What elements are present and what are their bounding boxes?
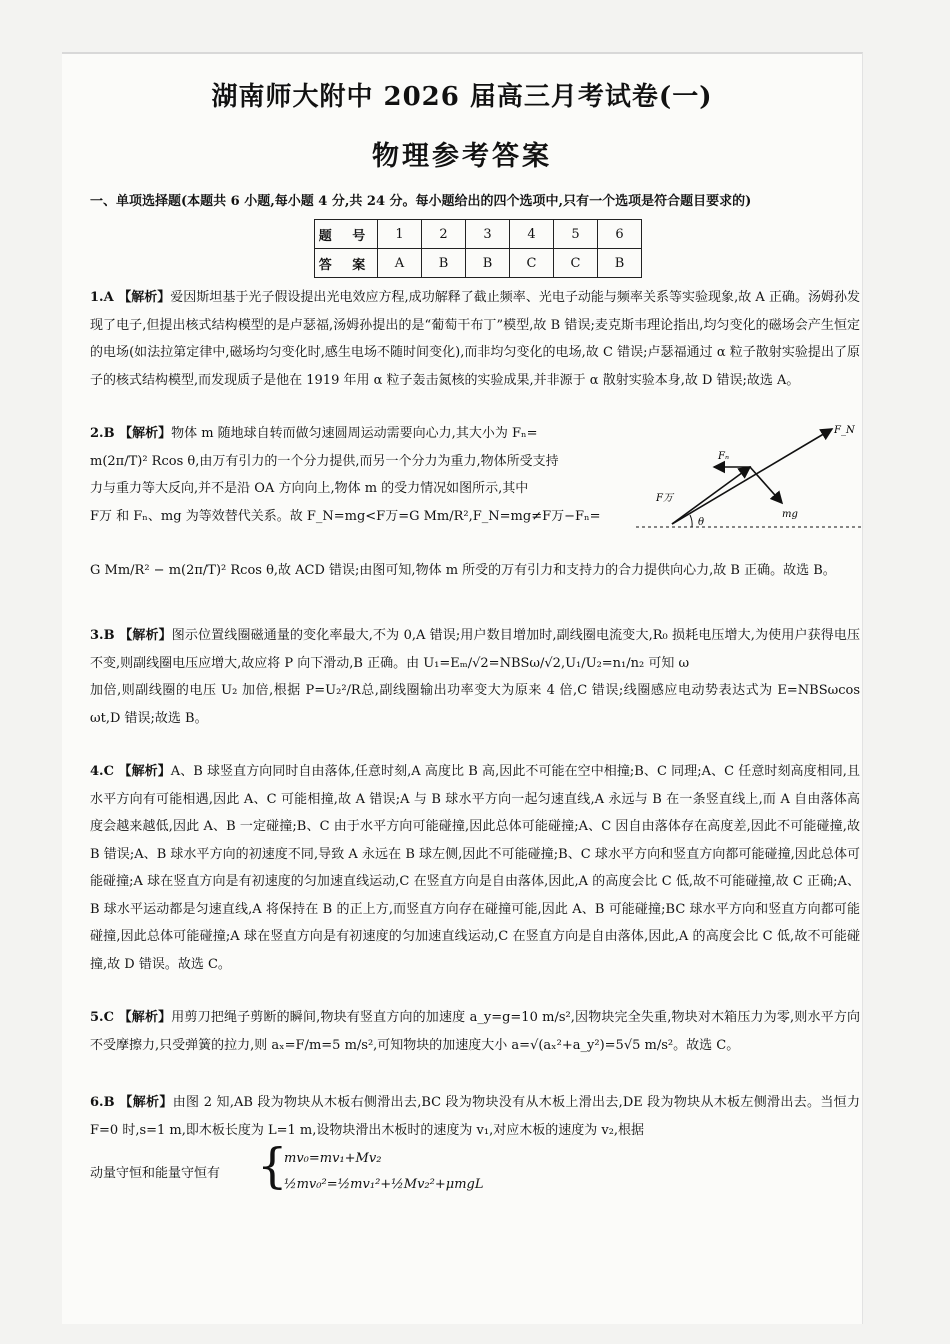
label-fgravity: F万 (656, 493, 673, 504)
question-2 (90, 420, 630, 530)
page-subtitle: 物理参考答案 (372, 141, 552, 172)
question-text: A、B 球竖直方向同时自由落体,任意时刻,A 高度比 B 高,因此不可能在空中相撞;B、C 同理;A、C 任意时刻高度相同,且水平方向有可能相遇,因此 A、C 可能相撞,故 A 错误;A 与 B 球水平方向一起匀速直线,A 永远与 B 在一条竖直线上,而 A 自由落体高度会越来越低,因此 A、B 一定碰撞;B、C 由于水平方向可能碰撞,因此总体可能碰撞;A、C 因自由落体存在高度差,因此不可能碰撞,故 B 错误;A、B 球水平方向的初速度不同,导致 A 永远在 B 球左侧,因此不可能碰撞;B、C 球水平方向和竖直方向都可能碰撞,因此总体可能碰撞;A 球在竖直方向是有初速度的匀加速直线运动,C 在竖直方向是自由落体,因此,A 的高度会比 C 低,故不可能碰撞,故 C 正确;A、B 球水平运动都是匀速直线,A 将保持在 B 的正上方,而竖直方向存在碰撞可能,因此 A、B 可能碰撞;BC 球水平方向和竖直方向都可能碰撞,因此总体可能碰撞;A 球在竖直方向是有初速度的匀加速直线运动,C 在竖直方向是自由落体,因此,A 的高度会比 C 低,故不可能碰撞,故 D 错误。故选 C。 (90, 764, 860, 972)
table-cell: 4 (510, 220, 554, 249)
question-label: 1.A 【解析】 (90, 290, 171, 305)
label-fn: F_N (834, 425, 855, 436)
answer-sheet-page (62, 52, 863, 1324)
question-text: 爱因斯坦基于光子假设提出光电效应方程,成功解释了截止频率、光电子动能与频率关系等实验现象,故 A 正确。汤姆孙发现了电子,但提出核式结构模型的是卢瑟福,汤姆孙提出的是“葡萄干布丁”模型,故 B 错误;麦克斯韦理论指出,均匀变化的磁场会产生恒定的电场(如法拉第定律中,磁场均匀变化时,感生电场不随时间变化),而非均匀变化的电场,故 C 错误;卢瑟福通过 α 粒子散射实验提出了原子的核式结构模型,而发现质子是他在 1919 年用 α 粒子轰击氮核的实验成果,并非源于 α 散射实验本身,故 D 错误;故选 A。 (90, 290, 860, 388)
answer-table (314, 219, 642, 278)
table-cell: 3 (466, 220, 510, 249)
equation-energy: ½mv₀²=½mv₁²+½Mv₂²+μmgL (284, 1177, 484, 1192)
table-cell: B (598, 249, 642, 278)
question-6-lead (90, 1160, 270, 1188)
question-1 (90, 284, 860, 394)
question-6 (90, 1089, 860, 1144)
table-cell: C (510, 249, 554, 278)
table-header-cell: 答 案 (315, 249, 378, 278)
page-title: 湖南师大附中 2026 届高三月考试卷(一) (211, 82, 713, 112)
question-text: 用剪刀把绳子剪断的瞬间,物块有竖直方向的加速度 a_y=g=10 m/s²,因物块完全失重,物块对木箱压力为零,则水平方向不受摩擦力,只受弹簧的拉力,则 aₓ=F/m=5 m/s²,可知物块的加速度大小 a=√(aₓ²+a_y²)=5√5 m/s²。故选 C。 (90, 1010, 860, 1053)
table-cell: 1 (378, 220, 422, 249)
table-cell: 2 (422, 220, 466, 249)
question-text: m(2π/T)² Rcos θ,由万有引力的一个分力提供,而另一个分力为重力,物体所受支持 (90, 453, 559, 469)
section-heading: 一、单项选择题(本题共 6 小题,每小题 4 分,共 24 分。每小题给出的四个选项中,只有一个选项是符合题目要求的) (90, 194, 752, 209)
table-row (315, 249, 642, 278)
table-header-cell: 题 号 (315, 220, 378, 249)
question-label: 3.B 【解析】 (90, 628, 172, 643)
question-label: 5.C 【解析】 (90, 1010, 172, 1025)
question-label: 6.B 【解析】 (90, 1095, 173, 1110)
equation-momentum: mv₀=mv₁+Mv₂ (284, 1151, 382, 1166)
question-text: 加倍,则副线圈的电压 U₂ 加倍,根据 P=U₂²/R总,副线圈输出功率变大为原来 4 倍,C 错误;线圈感应电动势表达式为 E=NBSωcos ωt,D 错误;故选 B。 (90, 683, 860, 726)
question-4 (90, 758, 860, 978)
table-cell: B (422, 249, 466, 278)
question-text: 物体 m 随地球自转而做匀速圆周运动需要向心力,其大小为 Fₙ= (171, 426, 538, 441)
table-cell: 6 (598, 220, 642, 249)
question-text: 力与重力等大反向,并不是沿 OA 方向向上,物体 m 的受力情况如图所示,其中 (90, 481, 529, 496)
gravity-force-arrow (672, 467, 750, 524)
label-fcentripetal: Fₙ (718, 451, 729, 462)
normal-force-arrow (672, 429, 832, 524)
table-cell: C (554, 249, 598, 278)
question-text: 动量守恒和能量守恒有 (90, 1166, 221, 1181)
label-mg: mg (782, 509, 798, 520)
question-3 (90, 622, 860, 732)
label-theta: θ (698, 517, 705, 528)
question-label: 2.B 【解析】 (90, 426, 172, 441)
table-cell: 5 (554, 220, 598, 249)
question-text: F万 和 Fₙ、mg 为等效替代关系。故 F_N=mg<F万=G Mm/R²,F_N=mg≠F万−Fₙ= (90, 508, 601, 524)
equation-brace: { (257, 1138, 288, 1194)
mg-arrow (750, 467, 782, 503)
table-cell: A (378, 249, 422, 278)
question-text: 由图 2 知,AB 段为物块从木板右侧滑出去,BC 段为物块没有从木板上滑出去,DE 段为物块从木板左侧滑出去。当恒力 F=0 时,s=1 m,即木板长度为 L=1 m,设物块滑出木板时的速度为 v₁,对应木板的速度为 v₂,根据 (90, 1095, 860, 1138)
question-5 (90, 1004, 860, 1059)
table-row (315, 220, 642, 249)
question-2-continued (90, 557, 860, 585)
question-text: G Mm/R² − m(2π/T)² Rcos θ,故 ACD 错误;由图可知,物体 m 所受的万有引力和支持力的合力提供向心力,故 B 正确。故选 B。 (90, 563, 836, 578)
table-cell: B (466, 249, 510, 278)
equation-system (284, 1146, 483, 1198)
question-text: 图示位置线圈磁通量的变化率最大,不为 0,A 错误;用户数目增加时,副线圈电流变大,R₀ 损耗电压增大,为使用户获得电压不变,则副线圈电压应增大,故应将 P 向下滑动,B 正确。由 U₁=Eₘ/√2=NBSω/√2,U₁/U₂=n₁/n₂ 可知 ω (90, 628, 860, 671)
force-diagram (632, 419, 862, 539)
angle-arc (690, 515, 692, 527)
question-label: 4.C 【解析】 (90, 764, 171, 779)
